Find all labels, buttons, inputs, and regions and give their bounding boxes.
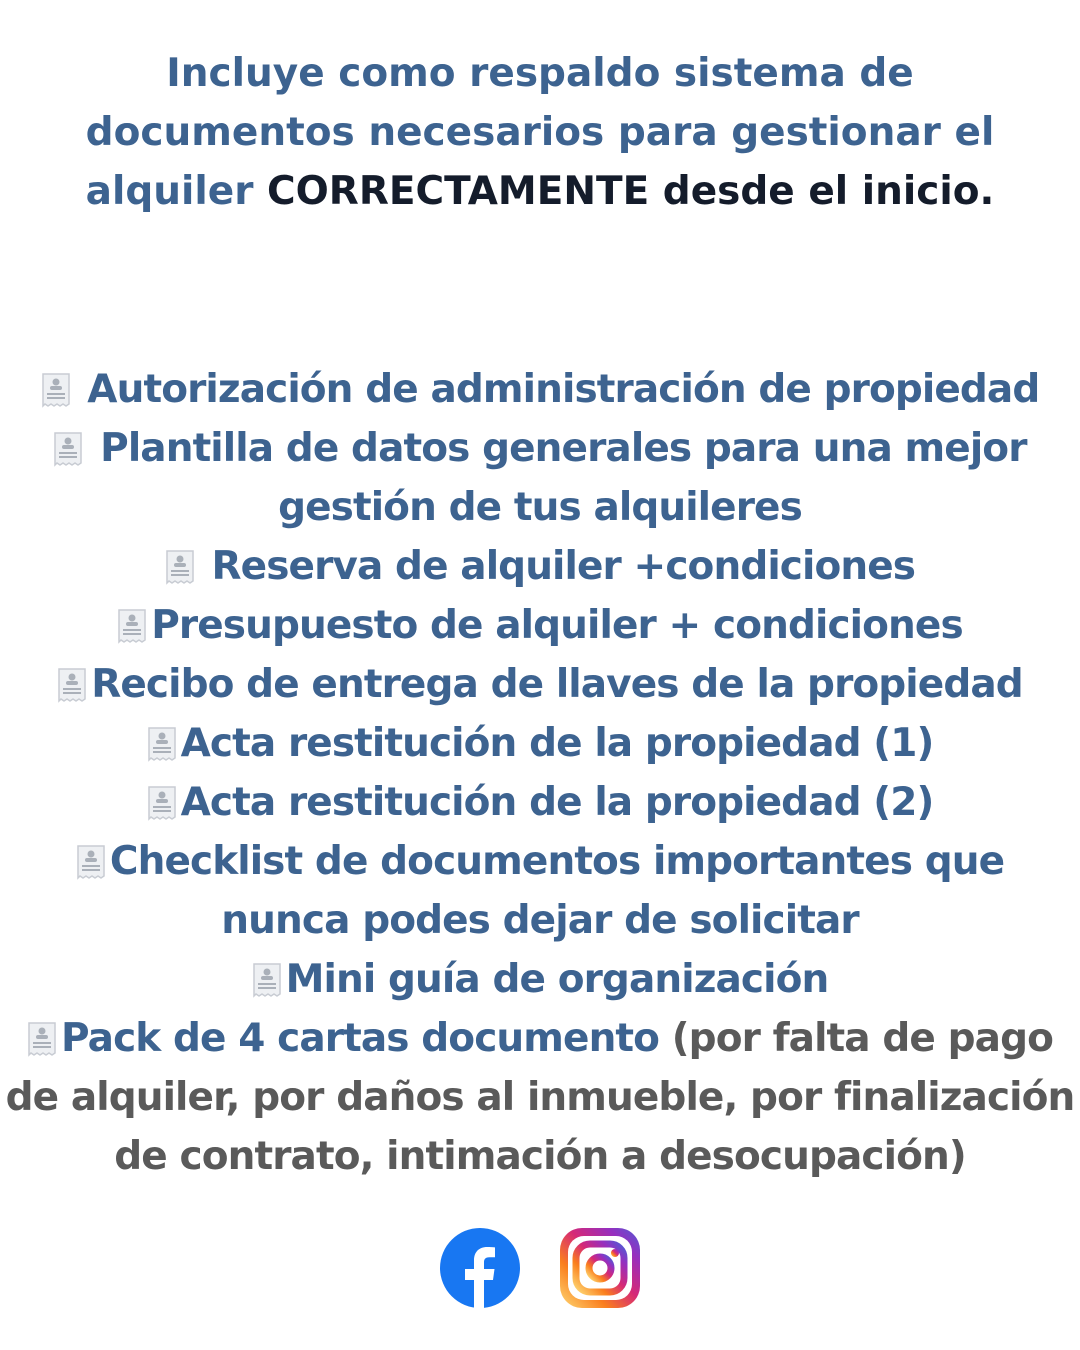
header: [40, 44, 1040, 221]
document-icon: [147, 779, 177, 815]
document-icon: [165, 543, 195, 579]
list-item-label: Reserva de alquiler +condiciones: [198, 544, 916, 589]
document-icon: [252, 956, 282, 992]
document-icon: [57, 661, 87, 697]
list-item-label: Mini guía de organización: [285, 957, 829, 1002]
list-item-label: Acta restitución de la propiedad (2): [180, 780, 934, 825]
list-item-label: Recibo de entrega de llaves de la propiedad: [91, 662, 1023, 707]
list-item: [0, 1009, 1080, 1186]
header-line-2: documentos necesarios para gestionar el: [85, 110, 995, 155]
header-line-3-start: alquiler: [85, 169, 268, 214]
list-item-detail: (por falta de pago de alquiler, por daños al inmueble, por finalización de contrato, intimación a desocupación): [5, 1016, 1075, 1179]
document-icon: [76, 838, 106, 874]
header-line-1: Incluye como respaldo sistema de: [166, 51, 914, 96]
list-item: [0, 596, 1080, 655]
facebook-icon[interactable]: [440, 1228, 520, 1308]
document-icon: [41, 366, 71, 402]
list-item: [0, 950, 1080, 1009]
list-item-label: Acta restitución de la propiedad (1): [180, 721, 934, 766]
list-item: [0, 832, 1080, 950]
list-item-label: Pack de 4 cartas documento: [61, 1016, 660, 1061]
list-item: [0, 773, 1080, 832]
header-line-3: [40, 162, 1040, 221]
document-icon: [147, 720, 177, 756]
instagram-icon[interactable]: [560, 1228, 640, 1308]
document-icon: [53, 425, 83, 461]
list-item: [0, 714, 1080, 773]
list-item: [0, 360, 1080, 419]
list-item-label: Presupuesto de alquiler + condiciones: [151, 603, 963, 648]
document-icon: [27, 1015, 57, 1051]
list-item-label: Autorización de administración de propiedad: [74, 367, 1040, 412]
list-item-label: Plantilla de datos generales para una mejor gestión de tus alquileres: [87, 426, 1027, 530]
list-item: [0, 655, 1080, 714]
social-links: [0, 1228, 1080, 1308]
list-item: [0, 419, 1080, 537]
header-emphasis: CORRECTAMENTE desde el inicio.: [267, 169, 995, 214]
list-item-label: Checklist de documentos importantes que nunca podes dejar de solicitar: [109, 839, 1005, 943]
included-documents-list: [0, 360, 1080, 1186]
document-icon: [117, 602, 147, 638]
list-item: [0, 537, 1080, 596]
